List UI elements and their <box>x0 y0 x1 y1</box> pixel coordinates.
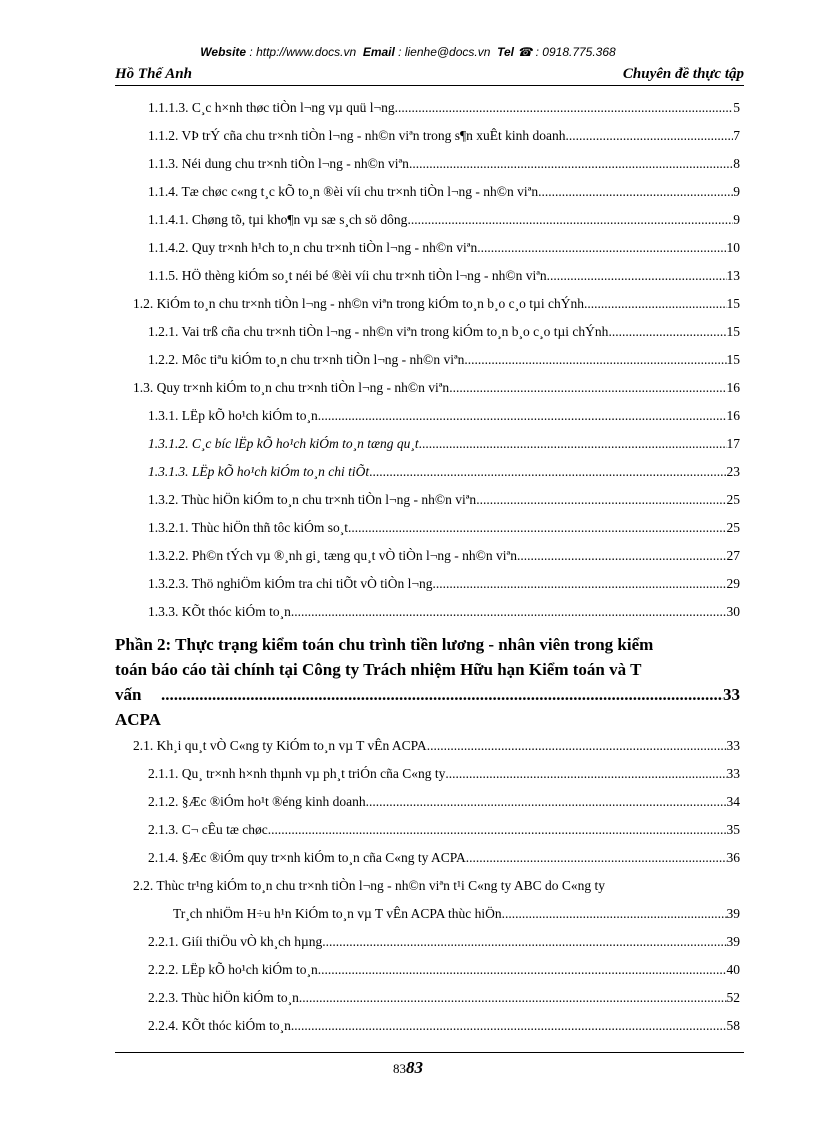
toc-entry[interactable]: 1.2. KiÓm to¸n chu tr×nh tiÒn l¬ng - nh©n viªn trong kiÓm to¸n b¸o c¸o tµi chÝnh ..... 15 <box>115 290 740 318</box>
toc-entry[interactable]: 1.1.2. VÞ trÝ cña chu tr×nh tiÒn l¬ng - nh©n viªn trong s¶n xuÊt kinh doanh ..... 7 <box>115 122 740 150</box>
toc-entry[interactable]: 1.3.1.3. LËp kÕ ho¹ch kiÓm to¸n chi tiÕt ..... 23 <box>115 458 740 486</box>
email-value[interactable]: : lienhe@docs.vn <box>398 45 491 59</box>
website-value[interactable]: : http://www.docs.vn <box>249 45 357 59</box>
toc-entry[interactable]: 1.3.2.2. Ph©n tÝch vµ ®¸nh gi¸ tæng qu¸t vÒ tiÒn l¬ng - nh©n viªn ..... 27 <box>115 542 740 570</box>
toc-entry[interactable]: 1.3.3. KÕt thóc kiÓm to¸n ..... 30 <box>115 598 740 626</box>
toc-entry-multiline[interactable]: 2.2. Thùc tr¹ng kiÓm to¸n chu tr×nh tiÒn l¬ng - nh©n viªn t¹i C«ng ty ABC do C«ng ty <box>133 878 606 893</box>
toc-entry[interactable]: 1.1.3. Néi dung chu tr×nh tiÒn l¬ng - nh©n viªn ..... 8 <box>115 150 740 178</box>
toc-entry[interactable]: 1.1.1.3. C¸c h×nh thøc tiÒn l¬ng vµ quü l¬ng ..... 5 <box>115 94 740 122</box>
toc-entry-continuation[interactable]: Tr¸ch nhiÖm H÷u h¹n KiÓm to¸n vµ T vÊn ACPA thùc hiÖn ..... 39 <box>115 900 740 928</box>
toc-entry[interactable]: 1.3.2. Thùc hiÖn kiÓm to¸n chu tr×nh tiÒn l¬ng - nh©n viªn ..... 25 <box>115 486 740 514</box>
toc-entry[interactable]: 2.1.3. C¬ cÊu tæ chøc ..... 35 <box>115 816 740 844</box>
author-name: Hồ Thế Anh <box>115 66 192 82</box>
page-number-small: 83 <box>393 1061 406 1076</box>
toc-entry[interactable]: 2.2.1. Giíi thiÖu vÒ kh¸ch hµng ..... 39 <box>115 928 740 956</box>
page-number-large: 83 <box>406 1058 423 1077</box>
toc-entry[interactable]: 1.3.1. LËp kÕ ho¹ch kiÓm to¸n ..... 16 <box>115 402 740 430</box>
toc-entry[interactable]: 1.3.1.2. C¸c bíc lËp kÕ ho¹ch kiÓm to¸n tæng qu¸t ..... 17 <box>115 430 740 458</box>
footer-divider <box>115 1052 744 1053</box>
toc-entry[interactable]: 2.1. Kh¸i qu¸t vÒ C«ng ty KiÓm to¸n vµ T vÊn ACPA ..... 33 <box>115 732 740 760</box>
page-number <box>0 1058 816 1078</box>
header-divider <box>115 85 744 86</box>
toc-entry[interactable]: 2.2.3. Thùc hiÖn kiÓm to¸n ..... 52 <box>115 984 740 1012</box>
toc-entry[interactable]: 2.2.2. LËp kÕ ho¹ch kiÓm to¸n ..... 40 <box>115 956 740 984</box>
toc-entry[interactable]: 1.1.5. HÖ thèng kiÓm so¸t néi bé ®èi víi chu tr×nh tiÒn l¬ng - nh©n viªn ..... 13 <box>115 262 740 290</box>
toc-entry[interactable]: 2.1.1. Qu¸ tr×nh h×nh thµnh vµ ph¸t triÓn cña C«ng ty ..... 33 <box>115 760 740 788</box>
toc-entry[interactable]: 1.1.4.2. Quy tr×nh h¹ch to¸n chu tr×nh tiÒn l¬ng - nh©n viªn ..... 10 <box>115 234 740 262</box>
toc-entry[interactable]: 2.1.4. §Æc ®iÓm quy tr×nh kiÓm to¸n cña C«ng ty ACPA ..... 36 <box>115 844 740 872</box>
part-page: 33 <box>723 685 740 704</box>
website-label: Website <box>200 45 247 59</box>
toc-entry[interactable]: 2.1.2. §Æc ®iÓm ho¹t ®éng kinh doanh ..... 34 <box>115 788 740 816</box>
table-of-contents <box>115 94 740 1040</box>
toc-entry[interactable]: 1.3.2.3. Thö nghiÖm kiÓm tra chi tiÕt vÒ tiÒn l¬ng ..... 29 <box>115 570 740 598</box>
toc-entry[interactable]: 1.3.2.1. Thùc hiÖn thñ tôc kiÓm so¸t ..... 25 <box>115 514 740 542</box>
contact-line <box>0 45 816 59</box>
toc-part-heading[interactable]: Phần 2: Thực trạng kiểm toán chu trình tiền lương - nhân viên trong kiểm toán báo cáo tài chính tại Công ty Trách nhiệm Hữu hạn Kiểm toán và T vấn ACPA ..... 33 <box>115 632 740 732</box>
toc-entry[interactable]: 1.3. Quy tr×nh kiÓm to¸n chu tr×nh tiÒn l¬ng - nh©n viªn ..... 16 <box>115 374 740 402</box>
phone-icon: ☎ <box>517 45 533 59</box>
toc-entry[interactable]: 1.1.4. Tæ chøc c«ng t¸c kÕ to¸n ®èi víi chu tr×nh tiÒn l¬ng - nh©n viªn ..... 9 <box>115 178 740 206</box>
toc-entry[interactable]: 1.2.2. Môc tiªu kiÓm to¸n chu tr×nh tiÒn l¬ng - nh©n viªn ..... 15 <box>115 346 740 374</box>
toc-entry[interactable]: 1.1.4.1. Chøng tõ, tµi kho¶n vµ sæ s¸ch sö dông ..... 9 <box>115 206 740 234</box>
tel-label: Tel <box>497 45 514 59</box>
toc-entry[interactable]: 1.2.1. Vai trß cña chu tr×nh tiÒn l¬ng - nh©n viªn trong kiÓm to¸n b¸o c¸o tµi chÝnh ..... 15 <box>115 318 740 346</box>
toc-entry[interactable]: 2.2.4. KÕt thóc kiÓm to¸n ..... 58 <box>115 1012 740 1040</box>
document-subject: Chuyên đề thực tập <box>622 66 744 82</box>
tel-value: : 0918.775.368 <box>535 45 616 59</box>
email-label: Email <box>362 45 395 59</box>
